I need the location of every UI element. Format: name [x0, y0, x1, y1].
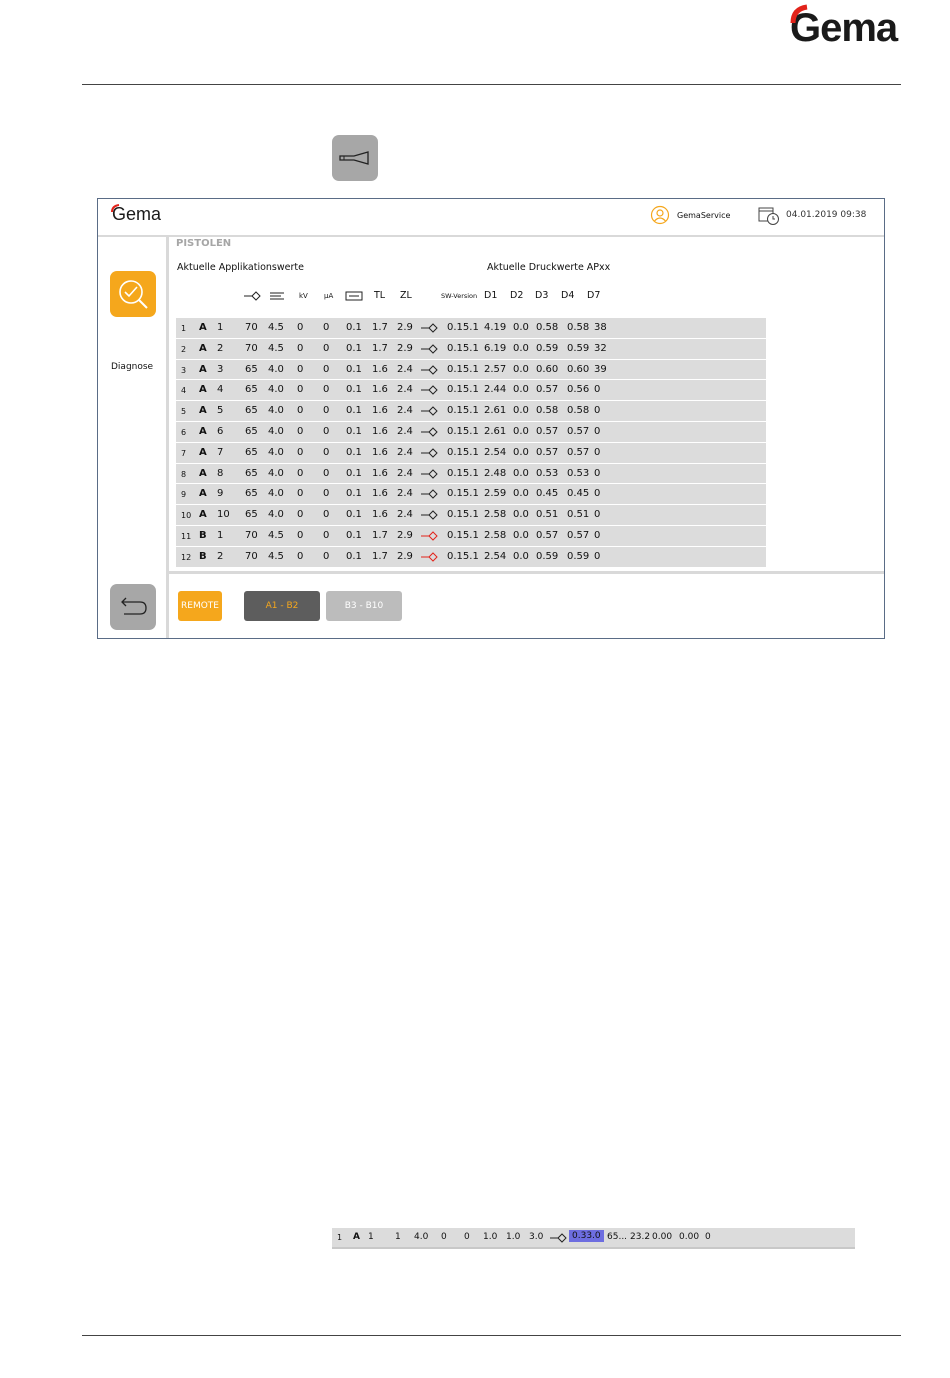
- diagnose-label: Diagnose: [111, 362, 154, 372]
- cell-v2: 4.0: [268, 467, 284, 479]
- cell-tl: 1.6: [372, 446, 388, 458]
- cell-v5: 0.1: [346, 363, 362, 375]
- cell-d7: 39: [594, 363, 607, 375]
- cell-d3: 0.45: [536, 488, 559, 500]
- cell-zl: 2.4: [397, 425, 413, 437]
- cell-ua: 0: [323, 405, 330, 417]
- cell-v2: 4.0: [268, 384, 284, 396]
- cell-ua: 0: [323, 509, 330, 521]
- strip-d7: 0: [705, 1232, 711, 1242]
- cell-tl: 1.6: [372, 488, 388, 500]
- table-row: [176, 422, 766, 443]
- cell-line: A: [199, 509, 207, 521]
- cell-gun: 7: [217, 446, 224, 458]
- cell-v5: 0.1: [346, 425, 362, 437]
- cell-zl: 2.4: [397, 446, 413, 458]
- col-d3: D3: [535, 290, 549, 301]
- gun-status-icon: [421, 405, 439, 417]
- strip-v2: 4.0: [414, 1232, 429, 1242]
- cell-d1: 2.54: [484, 550, 507, 562]
- cell-v5: 0.1: [346, 446, 362, 458]
- cell-d2: 0.0: [513, 467, 529, 479]
- cell-d7: 0: [594, 488, 601, 500]
- cell-d2: 0.0: [513, 529, 529, 541]
- cell-d1: 6.19: [484, 342, 507, 354]
- cell-d3: 0.51: [536, 509, 559, 521]
- cell-v2: 4.0: [268, 509, 284, 521]
- cell-v1: 70: [245, 342, 258, 354]
- cell-v5: 0.1: [346, 467, 362, 479]
- cell-d3: 0.57: [536, 425, 559, 437]
- cell-d3: 0.60: [536, 363, 559, 375]
- cell-d1: 2.44: [484, 384, 507, 396]
- strip-row-number: 1: [337, 1233, 343, 1242]
- cell-d7: 0: [594, 425, 601, 437]
- spray-gun-button[interactable]: [332, 135, 378, 181]
- table-row: [176, 318, 766, 339]
- cell-kv: 0: [297, 322, 304, 333]
- cell-d1: 2.58: [484, 529, 507, 541]
- cell-d2: 0.0: [513, 509, 529, 521]
- cell-d1: 2.61: [484, 405, 507, 417]
- strip-kv: 0: [441, 1232, 447, 1242]
- cell-ua: 0: [323, 488, 330, 500]
- cell-d2: 0.0: [513, 425, 529, 437]
- back-button[interactable]: [110, 584, 156, 630]
- cell-d4: 0.57: [567, 446, 590, 458]
- gun-status-icon: [421, 364, 439, 376]
- cell-v2: 4.0: [268, 446, 284, 458]
- cell-line: B: [199, 529, 207, 541]
- cell-d2: 0.0: [513, 322, 529, 333]
- cell-tl: 1.6: [372, 467, 388, 479]
- cell-v5: 0.1: [346, 322, 362, 333]
- gun-status-icon: [421, 468, 439, 480]
- strip-gun-icon: [550, 1232, 568, 1244]
- table-row: [176, 443, 766, 464]
- cell-v5: 0.1: [346, 342, 362, 354]
- cell-line: A: [199, 405, 207, 417]
- cell-d2: 0.0: [513, 550, 529, 562]
- cell-d7: 0: [594, 384, 601, 396]
- cell-line: A: [199, 467, 207, 479]
- cell-gun: 3: [217, 363, 224, 375]
- cell-v5: 0.1: [346, 550, 362, 562]
- cell-d3: 0.59: [536, 342, 559, 354]
- cell-v1: 70: [245, 529, 258, 541]
- cell-sw: 0.15.1: [447, 550, 479, 562]
- back-arrow-icon: [110, 584, 156, 630]
- cell-kv: 0: [297, 363, 304, 375]
- cell-n: 1: [181, 324, 187, 333]
- cell-gun: 6: [217, 425, 224, 437]
- powder-output-icon: [244, 290, 262, 302]
- cell-d4: 0.57: [567, 425, 590, 437]
- cell-sw: 0.15.1: [447, 342, 479, 354]
- cell-n: 6: [181, 427, 187, 437]
- cell-zl: 2.4: [397, 467, 413, 479]
- cell-d4: 0.59: [567, 550, 590, 562]
- electrode-rinse-icon: [345, 290, 363, 302]
- cell-zl: 2.4: [397, 488, 413, 500]
- cell-zl: 2.9: [397, 342, 413, 354]
- screen-logo: Gema: [112, 204, 162, 224]
- table-row: [176, 401, 766, 422]
- gun-status-icon: [421, 509, 439, 521]
- cell-d7: 0: [594, 550, 601, 562]
- cell-d1: 2.58: [484, 509, 507, 521]
- cell-n: 11: [181, 531, 192, 541]
- col-ua: µA: [324, 292, 334, 300]
- cell-d2: 0.0: [513, 446, 529, 458]
- cell-sw: 0.15.1: [447, 384, 479, 396]
- cell-sw: 0.15.1: [447, 405, 479, 417]
- table-row: [176, 484, 766, 505]
- cell-d1: 4.19: [484, 322, 507, 333]
- gun-status-error-icon: [421, 551, 439, 563]
- cell-kv: 0: [297, 405, 304, 417]
- cell-d4: 0.57: [567, 529, 590, 541]
- cell-d2: 0.0: [513, 363, 529, 375]
- spray-gun-icon: [332, 135, 378, 181]
- cell-n: 9: [181, 490, 187, 500]
- cell-ua: 0: [323, 322, 330, 333]
- cell-d4: 0.45: [567, 488, 590, 500]
- cell-n: 10: [181, 511, 192, 521]
- cell-gun: 2: [217, 342, 224, 354]
- cell-v1: 70: [245, 550, 258, 562]
- cell-zl: 2.4: [397, 509, 413, 521]
- cell-v2: 4.0: [268, 363, 284, 375]
- col-tl: TL: [374, 290, 386, 301]
- table-row: [176, 526, 766, 547]
- cell-kv: 0: [297, 342, 304, 354]
- cell-n: 8: [181, 469, 187, 479]
- cell-zl: 2.4: [397, 405, 413, 417]
- cell-d2: 0.0: [513, 384, 529, 396]
- date-time: 04.01.2019 09:38: [786, 210, 867, 220]
- cell-d1: 2.54: [484, 446, 507, 458]
- strip-tl: 1.0: [506, 1232, 521, 1242]
- cell-ua: 0: [323, 467, 330, 479]
- cell-d1: 2.57: [484, 363, 507, 375]
- gun-status-icon: [421, 322, 439, 334]
- diagnose-magnifier-icon: [110, 271, 156, 317]
- cell-d4: 0.58: [567, 322, 590, 333]
- cell-d7: 0: [594, 446, 601, 458]
- cell-kv: 0: [297, 384, 304, 396]
- cell-v1: 65: [245, 509, 258, 521]
- cell-v2: 4.5: [268, 529, 284, 541]
- cell-d4: 0.56: [567, 384, 590, 396]
- cell-ua: 0: [323, 550, 330, 562]
- cell-d1: 2.61: [484, 425, 507, 437]
- cell-d3: 0.53: [536, 467, 559, 479]
- cell-v1: 65: [245, 467, 258, 479]
- cell-zl: 2.9: [397, 529, 413, 541]
- cell-d1: 2.59: [484, 488, 507, 500]
- section-title: PISTOLEN: [176, 238, 232, 249]
- cell-v1: 65: [245, 363, 258, 375]
- cell-ua: 0: [323, 342, 330, 354]
- strip-line: A: [353, 1232, 360, 1242]
- gun-table: [176, 318, 766, 568]
- table-row: [176, 360, 766, 381]
- cell-v1: 65: [245, 405, 258, 417]
- table-row: [176, 339, 766, 360]
- cell-d3: 0.57: [536, 384, 559, 396]
- cell-sw: 0.15.1: [447, 529, 479, 541]
- cell-d2: 0.0: [513, 342, 529, 354]
- gema-logo: Gema: [790, 6, 898, 50]
- table-row: [176, 547, 766, 568]
- cell-v1: 70: [245, 322, 258, 333]
- strip-sw-version-highlight: 0.33.0: [569, 1230, 604, 1242]
- clock-calendar-icon[interactable]: [758, 206, 780, 226]
- page-a1-b2-button[interactable]: A1 - B2: [244, 591, 320, 621]
- cell-ua: 0: [323, 384, 330, 396]
- gema-logo-arc-icon: [789, 3, 811, 25]
- cell-d3: 0.57: [536, 446, 559, 458]
- user-icon[interactable]: [650, 205, 670, 225]
- cell-ua: 0: [323, 529, 330, 541]
- cell-v2: 4.5: [268, 342, 284, 354]
- cell-d7: 0: [594, 509, 601, 521]
- strip-gun: 1: [368, 1232, 374, 1242]
- cell-v1: 65: [245, 488, 258, 500]
- gun-status-icon: [421, 343, 439, 355]
- cell-line: A: [199, 446, 207, 458]
- cell-sw: 0.15.1: [447, 488, 479, 500]
- cell-n: 7: [181, 448, 187, 458]
- cell-d4: 0.58: [567, 405, 590, 417]
- cell-d7: 32: [594, 342, 607, 354]
- cell-v5: 0.1: [346, 405, 362, 417]
- header-rule: [82, 84, 901, 85]
- cell-kv: 0: [297, 425, 304, 437]
- cell-tl: 1.7: [372, 550, 388, 562]
- cell-sw: 0.15.1: [447, 509, 479, 521]
- bottom-divider: [169, 571, 884, 574]
- strip-d1: 65...: [607, 1232, 628, 1242]
- cell-d7: 0: [594, 405, 601, 417]
- gun-status-icon: [421, 384, 439, 396]
- cell-line: A: [199, 384, 207, 396]
- cell-zl: 2.4: [397, 384, 413, 396]
- cell-line: B: [199, 550, 207, 562]
- cell-ua: 0: [323, 446, 330, 458]
- cell-n: 5: [181, 407, 187, 417]
- cell-d7: 0: [594, 467, 601, 479]
- total-air-icon: [269, 290, 285, 302]
- cell-v2: 4.0: [268, 405, 284, 417]
- strip-ua: 0: [464, 1232, 470, 1242]
- cell-v2: 4.0: [268, 425, 284, 437]
- strip-v1: 1: [395, 1232, 401, 1242]
- cell-gun: 4: [217, 384, 224, 396]
- cell-tl: 1.7: [372, 322, 388, 333]
- screen-topbar: [98, 199, 884, 237]
- col-d4: D4: [561, 290, 575, 301]
- cell-line: A: [199, 322, 207, 333]
- cell-d2: 0.0: [513, 488, 529, 500]
- cell-tl: 1.7: [372, 342, 388, 354]
- remote-button[interactable]: REMOTE: [178, 591, 222, 621]
- cell-gun: 10: [217, 509, 230, 521]
- cell-kv: 0: [297, 509, 304, 521]
- cell-d3: 0.57: [536, 529, 559, 541]
- cell-kv: 0: [297, 446, 304, 458]
- cell-v5: 0.1: [346, 529, 362, 541]
- cell-gun: 2: [217, 550, 224, 562]
- cell-sw: 0.15.1: [447, 446, 479, 458]
- cell-v1: 65: [245, 425, 258, 437]
- cell-sw: 0.15.1: [447, 467, 479, 479]
- table-row: [176, 464, 766, 485]
- cell-v2: 4.5: [268, 550, 284, 562]
- control-screen: [97, 198, 885, 639]
- cell-v1: 65: [245, 446, 258, 458]
- col-zl: ZL: [400, 290, 412, 301]
- cell-gun: 9: [217, 488, 224, 500]
- example-row-strip: [332, 1228, 855, 1249]
- cell-sw: 0.15.1: [447, 425, 479, 437]
- cell-n: 2: [181, 344, 187, 354]
- cell-zl: 2.4: [397, 363, 413, 375]
- cell-d4: 0.51: [567, 509, 590, 521]
- cell-kv: 0: [297, 488, 304, 500]
- cell-d4: 0.59: [567, 342, 590, 354]
- screen-logo-arc-icon: [110, 203, 120, 213]
- cell-line: A: [199, 425, 207, 437]
- cell-n: 12: [181, 552, 192, 562]
- footer-rule: [82, 1335, 901, 1336]
- col-d7: D7: [587, 290, 601, 301]
- application-values-label: Aktuelle Applikationswerte: [177, 262, 304, 273]
- cell-tl: 1.6: [372, 405, 388, 417]
- cell-d4: 0.60: [567, 363, 590, 375]
- cell-v2: 4.0: [268, 488, 284, 500]
- gun-status-error-icon: [421, 530, 439, 542]
- table-row: [176, 505, 766, 526]
- cell-d7: 0: [594, 529, 601, 541]
- cell-line: A: [199, 363, 207, 375]
- strip-zl: 3.0: [529, 1232, 544, 1242]
- pressure-values-label: Aktuelle Druckwerte APxx: [487, 262, 611, 273]
- strip-d2: 23.2: [630, 1232, 651, 1242]
- cell-kv: 0: [297, 550, 304, 562]
- cell-v2: 4.5: [268, 322, 284, 333]
- cell-ua: 0: [323, 425, 330, 437]
- cell-d1: 2.48: [484, 467, 507, 479]
- cell-kv: 0: [297, 529, 304, 541]
- cell-tl: 1.7: [372, 529, 388, 541]
- cell-d3: 0.58: [536, 405, 559, 417]
- cell-tl: 1.6: [372, 509, 388, 521]
- cell-gun: 1: [217, 322, 224, 333]
- cell-d4: 0.53: [567, 467, 590, 479]
- cell-tl: 1.6: [372, 384, 388, 396]
- strip-d3: 0.00: [652, 1232, 673, 1242]
- cell-n: 4: [181, 386, 187, 396]
- cell-ua: 0: [323, 363, 330, 375]
- cell-tl: 1.6: [372, 363, 388, 375]
- cell-line: A: [199, 342, 207, 354]
- gun-status-icon: [421, 488, 439, 500]
- user-name: GemaService: [677, 211, 731, 220]
- cell-d3: 0.58: [536, 322, 559, 333]
- cell-v5: 0.1: [346, 509, 362, 521]
- col-d1: D1: [484, 290, 498, 301]
- cell-d3: 0.59: [536, 550, 559, 562]
- cell-n: 3: [181, 365, 187, 375]
- table-row: [176, 380, 766, 401]
- page-b3-b10-button[interactable]: B3 - B10: [326, 591, 402, 621]
- cell-d2: 0.0: [513, 405, 529, 417]
- cell-v5: 0.1: [346, 488, 362, 500]
- cell-sw: 0.15.1: [447, 363, 479, 375]
- cell-line: A: [199, 488, 207, 500]
- cell-d7: 38: [594, 322, 607, 333]
- cell-gun: 5: [217, 405, 224, 417]
- cell-gun: 1: [217, 529, 224, 541]
- cell-zl: 2.9: [397, 550, 413, 562]
- cell-sw: 0.15.1: [447, 322, 479, 333]
- cell-kv: 0: [297, 467, 304, 479]
- col-d2: D2: [510, 290, 524, 301]
- col-kv: kV: [299, 292, 308, 300]
- cell-v1: 65: [245, 384, 258, 396]
- gun-status-icon: [421, 447, 439, 459]
- strip-v5: 1.0: [483, 1232, 498, 1242]
- gun-status-icon: [421, 426, 439, 438]
- cell-v5: 0.1: [346, 384, 362, 396]
- diagnose-button[interactable]: [110, 271, 156, 317]
- col-sw-version: SW-Version: [441, 292, 478, 300]
- cell-gun: 8: [217, 467, 224, 479]
- cell-zl: 2.9: [397, 322, 413, 333]
- strip-d4: 0.00: [679, 1232, 700, 1242]
- cell-tl: 1.6: [372, 425, 388, 437]
